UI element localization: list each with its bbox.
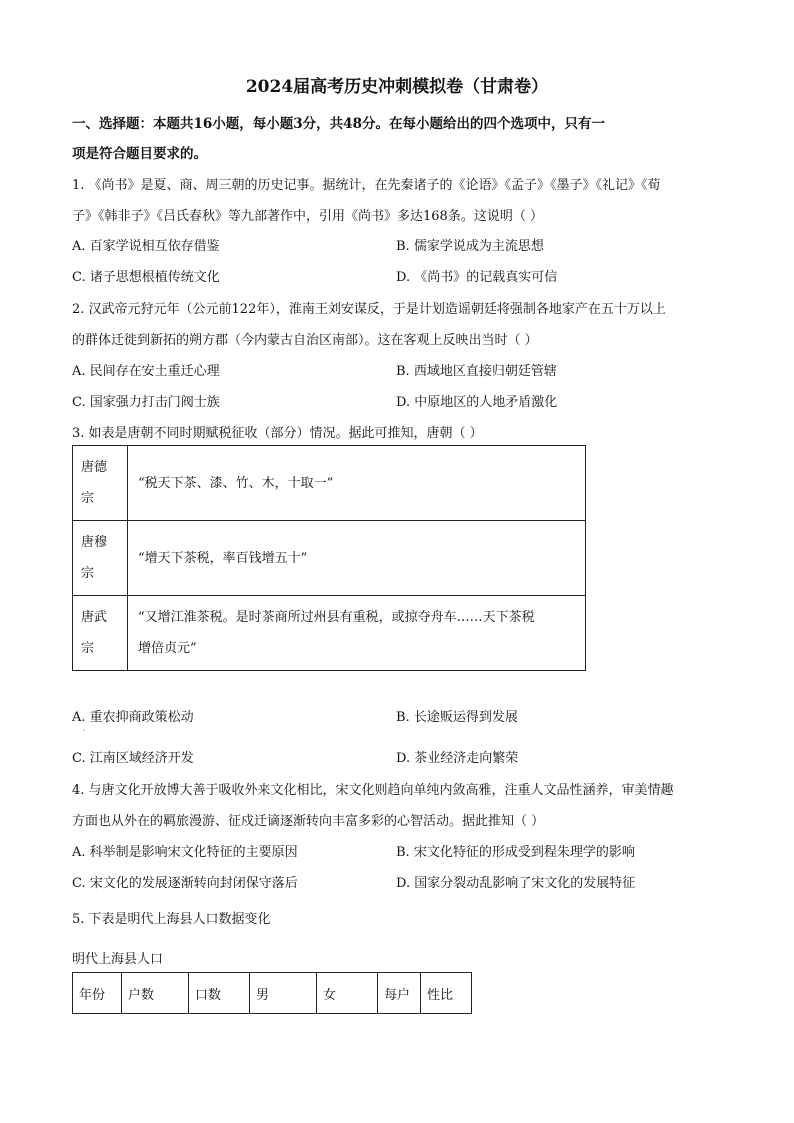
q1-stem-line2: 子》《韩非子》《吕氏春秋》等九部著作中，引用《尚书》多达168条。这说明（ ） (72, 209, 543, 224)
q4-option-c[interactable]: C. 宋文化的发展逐渐转向封闭保守落后 (72, 876, 298, 891)
q1-stem-line1: 1. 《尚书》是夏、商、周三朝的历史记事。据统计，在先秦诸子的《论语》《孟子》《墨子》《礼记》《荀 (72, 178, 661, 193)
emperor-name-line1: 唐穆 (81, 535, 108, 550)
section-heading-line1: 一、选择题：本题共16小题，每小题3分，共48分。在每小题给出的四个选项中，只有一 (72, 116, 605, 132)
header-year: 年份 (73, 973, 122, 1014)
table-header-row (73, 973, 472, 1014)
tax-text-line1: “又增江淮茶税。是时茶商所过州县有重税，或掠夺舟车……天下茶税 (138, 610, 535, 625)
q1-option-a[interactable]: A. 百家学说相互依存借鉴 (72, 239, 220, 254)
q3-stem: 3. 如表是唐朝不同时期赋税征收（部分）情况。据此可推知，唐朝（ ） (72, 426, 483, 441)
q4-option-b[interactable]: B. 宋文化特征的形成受到程朱理学的影响 (396, 845, 635, 860)
emperor-cell (73, 596, 128, 671)
tax-text-cell (128, 521, 586, 596)
emperor-name-line2: 宗 (81, 491, 95, 506)
q3-option-a[interactable]: A. 重农抑商政策松动 (72, 710, 194, 725)
table-row (73, 521, 586, 596)
header-male: 男 (250, 973, 317, 1014)
emperor-cell (73, 521, 128, 596)
q1-option-c[interactable]: C. 诸子思想根植传统文化 (72, 270, 220, 285)
emperor-name-line2: 宗 (81, 641, 95, 656)
q4-stem-line1: 4. 与唐文化开放博大善于吸收外来文化相比，宋文化则趋向单纯内敛高雅，注重人文品性涵养，审美情趣 (72, 783, 674, 798)
q3-option-d[interactable]: D. 茶业经济走向繁荣 (396, 751, 519, 766)
header-female: 女 (317, 973, 378, 1014)
q3-option-c[interactable]: C. 江南区域经济开发 (72, 751, 194, 766)
q4-option-a[interactable]: A. 科举制是影响宋文化特征的主要原因 (72, 845, 298, 860)
tax-text-line2: 增倍贞元” (138, 641, 197, 656)
q2-option-a[interactable]: A. 民间存在安土重迁心理 (72, 364, 220, 379)
tax-text-cell (128, 596, 586, 671)
q2-stem-line2: 的群体迁徙到新拓的朔方郡（今内蒙古自治区南部）。这在客观上反映出当时（ ） (72, 333, 538, 348)
tax-text: “税天下茶、漆、竹、木，十取一” (138, 475, 334, 491)
tax-text: “增天下茶税，率百钱增五十” (138, 550, 308, 566)
q2-stem-line1: 2. 汉武帝元狩元年（公元前122年），淮南王刘安谋反，于是计划造谣朝廷将强制各地家产在五十万以上 (72, 302, 666, 317)
emperor-name-line1: 唐武 (81, 610, 108, 625)
q5-stem: 5. 下表是明代上海县人口数据变化 (72, 912, 271, 927)
header-households: 户数 (122, 973, 189, 1014)
q1-option-b[interactable]: B. 儒家学说成为主流思想 (396, 239, 544, 254)
q2-option-c[interactable]: C. 国家强力打击门阀士族 (72, 395, 220, 410)
table-row (73, 446, 586, 521)
table-row (73, 596, 586, 671)
emperor-cell (73, 446, 128, 521)
section-heading-line2: 项是符合题目要求的。 (72, 146, 207, 162)
header-per-household: 每户 (378, 973, 421, 1014)
stray-dot: · (83, 726, 86, 735)
document-title: 2024届高考历史冲刺模拟卷（甘肃卷） (245, 77, 549, 97)
q1-option-d[interactable]: D. 《尚书》的记载真实可信 (396, 270, 558, 285)
q4-stem-line2: 方面也从外在的羁旅漫游、征戍迁谪逐渐转向丰富多彩的心智活动。据此推知（ ） (72, 814, 545, 829)
header-sex-ratio: 性比 (421, 973, 472, 1014)
q4-option-d[interactable]: D. 国家分裂动乱影响了宋文化的发展特征 (396, 876, 636, 891)
q2-option-d[interactable]: D. 中原地区的人地矛盾激化 (396, 395, 558, 410)
q5-table-caption: 明代上海县人口 (72, 952, 164, 967)
header-population: 口数 (189, 973, 250, 1014)
emperor-name-line1: 唐德 (81, 460, 108, 475)
q5-population-table (72, 972, 472, 1014)
q2-option-b[interactable]: B. 西域地区直接归朝廷管辖 (396, 364, 557, 379)
q3-tax-table (72, 445, 586, 671)
q3-option-b[interactable]: B. 长途贩运得到发展 (396, 710, 518, 725)
emperor-name-line2: 宗 (81, 566, 95, 581)
tax-text-cell (128, 446, 586, 521)
